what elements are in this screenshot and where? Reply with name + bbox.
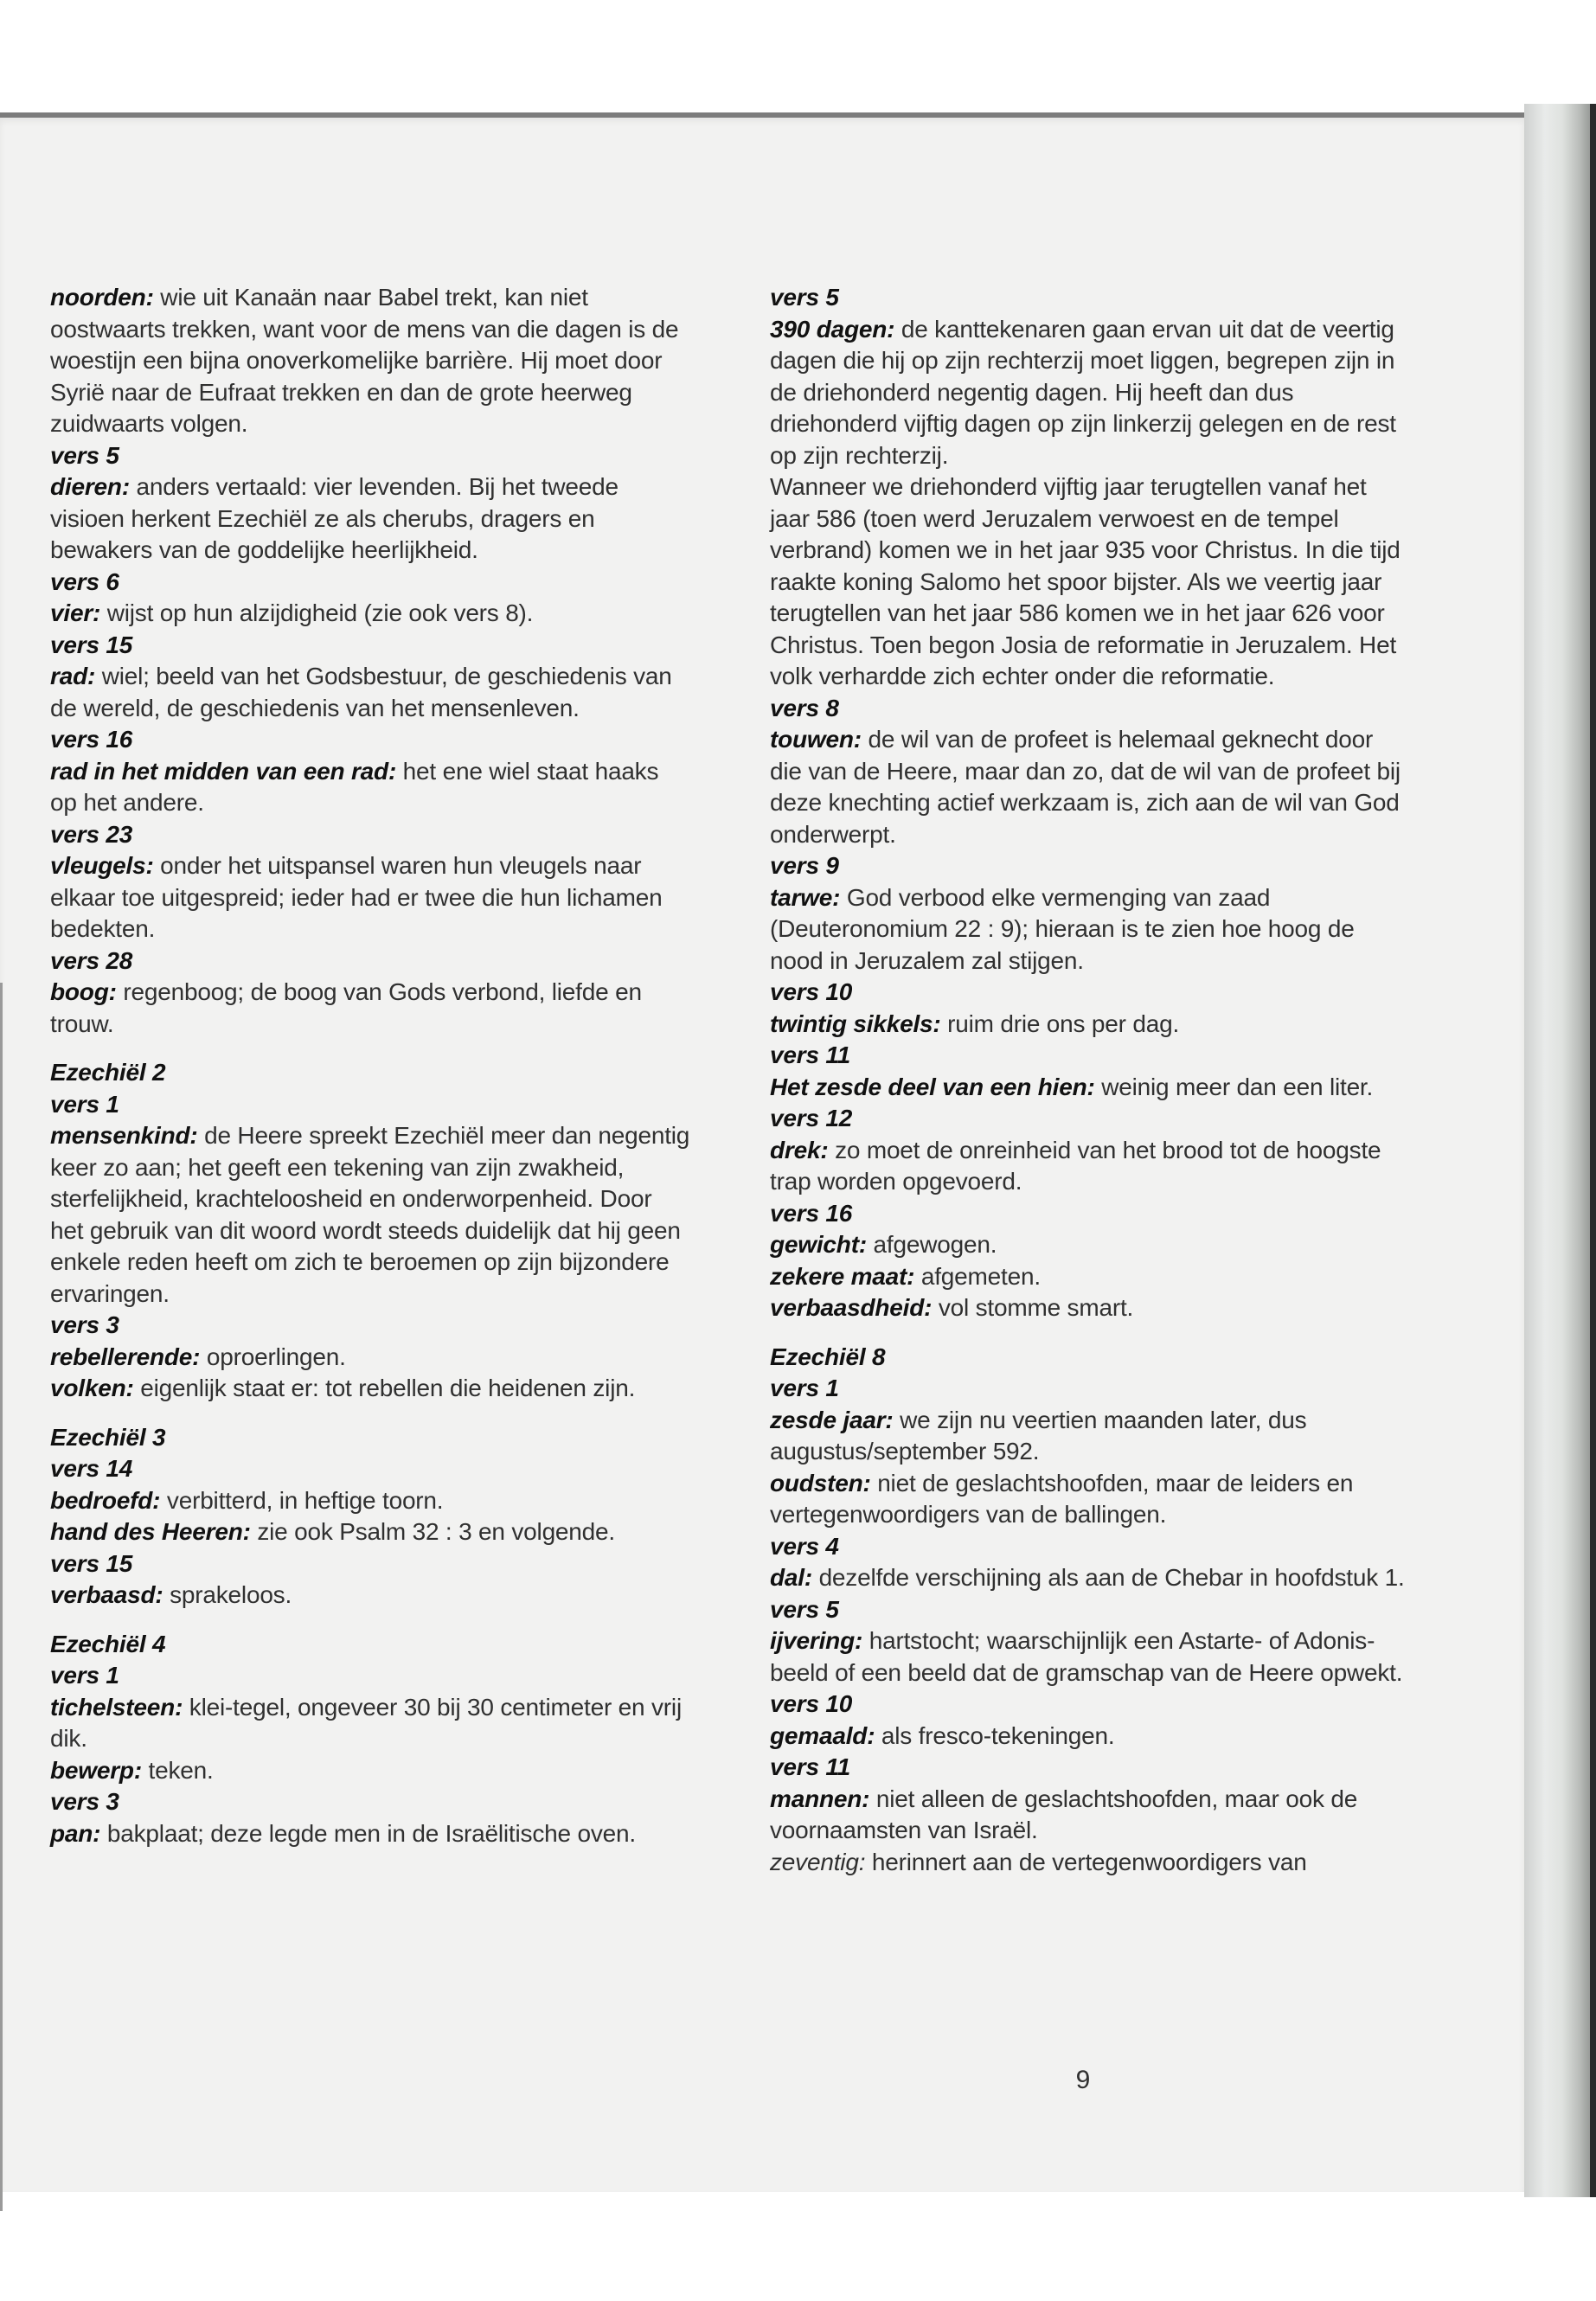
section-heading [770,282,1410,314]
entry-text: we zijn nu veertien maanden later, dus augustus/september 592. [770,1406,1307,1465]
section-heading [50,567,690,599]
entry-text: weinig meer dan een liter. [1094,1073,1374,1100]
entry-text: ruim drie ons per dag. [940,1009,1180,1037]
section-heading [770,1040,1410,1072]
entry-text: vol stomme smart. [932,1294,1134,1321]
left-column [50,282,690,1849]
entry-term: Het zesde deel van een hien: [770,1073,1095,1100]
section-heading [770,1752,1410,1784]
entry-text: onder het uitspansel waren hun vleugels naar elkaar toe uitgespreid; ieder had er twee die hun lichamen bedekten. [50,852,663,942]
section-heading [50,1786,690,1818]
glossary-entry [50,598,690,630]
glossary-entry [770,1292,1410,1324]
book-cover-edge [1590,104,1596,2197]
entry-text: het ene wiel staat haaks op het andere. [50,757,659,816]
entry-term: volken: [50,1375,134,1401]
heading-text: vers 6 [50,567,119,595]
glossary-entry [770,1405,1410,1468]
entry-text: regenboog; de boog van Gods verbond, liefde en trouw. [50,978,642,1037]
entry-text: klei-tegel, ongeveer 30 bij 30 centimeter en vrij dik. [50,1693,682,1752]
heading-text: Ezechiël 2 [50,1059,166,1086]
heading-text: vers 1 [50,1662,119,1689]
section-heading [50,630,690,662]
section-heading [770,1198,1410,1230]
glossary-entry [50,661,690,724]
glossary-entry [770,1468,1410,1531]
glossary-entry [770,471,1410,693]
entry-term: bewerp: [50,1756,142,1784]
section-heading [50,1453,690,1485]
heading-text: vers 16 [50,726,133,753]
entry-text: als fresco-tekeningen. [875,1721,1115,1749]
entry-text: eigenlijk staat er: tot rebellen die heidenen zijn. [133,1375,636,1401]
section-heading [50,1422,690,1454]
section-heading [770,693,1410,725]
entry-term: rad: [50,663,96,689]
heading-text: vers 1 [50,1090,119,1118]
glossary-entry [50,850,690,945]
book-binding-edge [1524,104,1593,2197]
entry-term: pan: [50,1819,101,1847]
glossary-entry [50,1580,690,1612]
entry-term: verbaasdheid: [770,1294,933,1321]
heading-text: vers 9 [770,852,839,879]
entry-text: zo moet de onreinheid van het brood tot de hoogste trap worden opgevoerd. [770,1136,1381,1195]
entry-term: zesde jaar: [770,1406,894,1433]
heading-text: vers 10 [770,1690,853,1717]
entry-term: dieren: [50,473,130,500]
book-page [0,112,1524,2192]
entry-text: God verbood elke vermenging van zaad (Deuteronomium 22 : 9); hieraan is te zien hoe hoog de nood in Jeruzalem zal stijgen. [770,883,1355,974]
heading-text: vers 5 [770,284,839,311]
entry-term: hand des Heeren: [50,1518,251,1545]
entry-text: de Heere spreekt Ezechiël meer dan negentig keer zo aan; het geeft een tekening van zijn zwakheid, sterfelijkheid, krachteloosheid en onderworpenheid. Door het gebruik van dit woord wordt steeds duidelijk dat hij geen enkele reden heeft om zich te beroemen op zijn bijzondere ervaringen. [50,1122,690,1307]
entry-term: drek: [770,1136,829,1163]
glossary-entry [770,724,1410,850]
entry-term: bedroefd: [50,1486,161,1514]
heading-text: vers 8 [770,694,839,721]
glossary-entry [50,756,690,819]
entry-text: zie ook Psalm 32 : 3 en volgende. [250,1518,616,1545]
entry-term: dal: [770,1564,812,1591]
section-heading [770,977,1410,1009]
entry-term: vier: [50,599,101,626]
glossary-entry [770,1784,1410,1847]
glossary-entry [50,1373,690,1405]
section-heading [50,1629,690,1661]
entry-text: oproerlingen. [200,1343,346,1370]
section-heading [770,1531,1410,1563]
glossary-entry [770,1009,1410,1041]
entry-term: rad in het midden van een rad: [50,757,397,785]
entry-text: hartstocht; waarschijnlijk een Astarte- of Adonis-beeld of een beeld dat de gramschap van de Heere opwekt. [770,1627,1403,1686]
heading-text: vers 28 [50,946,133,974]
entry-term: tarwe: [770,883,841,911]
entry-text: teken. [141,1756,214,1784]
glossary-entry [50,1692,690,1755]
glossary-entry [770,1847,1410,1879]
section-heading [50,724,690,756]
heading-text: vers 1 [770,1375,839,1401]
section-heading [770,1689,1410,1721]
section-heading [50,1310,690,1342]
section-heading [770,1342,1410,1374]
entry-term: noorden: [50,284,154,311]
entry-term: rebellerende: [50,1343,201,1370]
section-heading [50,1660,690,1692]
entry-term: gemaald: [770,1721,875,1749]
glossary-entry [770,1261,1410,1293]
section-heading [770,1373,1410,1405]
heading-text: vers 12 [770,1105,853,1131]
section-heading [770,850,1410,882]
entry-text: wie uit Kanaän naar Babel trekt, kan niet oostwaarts trekken, want voor de mens van die dagen is de woestijn een bijna onoverkomelijke barrière. Hij moet door Syrië naar de Eufraat trekken en dan de grote heerweg zuidwaarts volgen. [50,284,679,437]
glossary-entry [50,1120,690,1310]
glossary-entry [770,1135,1410,1198]
entry-text: anders vertaald: vier levenden. Bij het tweede visioen herkent Ezechiël ze als cherubs, dragers en bewakers van de goddelijke heerlijkheid. [50,473,619,563]
entry-text: de wil van de profeet is helemaal geknecht door die van de Heere, maar dan zo, dat de wil van de profeet bij deze knechting actief werkzaam is, zich aan de wil van God onderwerpt. [770,726,1401,848]
heading-text: vers 11 [770,1042,851,1068]
entry-term: 390 dagen: [770,315,895,343]
heading-text: vers 15 [50,631,133,658]
section-heading [50,1089,690,1121]
entry-text: afgemeten. [914,1262,1041,1290]
glossary-entry [770,1721,1410,1753]
heading-text: vers 23 [50,820,133,848]
heading-text: Ezechiël 3 [50,1423,166,1451]
entry-term: zekere maat: [770,1262,915,1290]
entry-term: zeventig: [770,1848,866,1875]
section-heading [50,440,690,472]
heading-text: vers 3 [50,1788,119,1815]
heading-text: vers 14 [50,1455,133,1482]
entry-term: touwen: [770,726,862,753]
heading-text: vers 5 [50,441,119,469]
heading-text: vers 16 [770,1199,853,1227]
entry-text: afgewogen. [866,1231,997,1258]
entry-text: Wanneer we driehonderd vijftig jaar terugtellen vanaf het jaar 586 (toen werd Jeruzalem verwoest en de tempel verbrand) komen we in het jaar 935 voor Christus. In die tijd raakte koning Salomo het spoor bijster. Als we veertig jaar terugtellen van het jaar 586 komen we in het jaar 626 voor Christus. Toen begon Josia de reformatie in Jeruzalem. Het volk verhardde zich echter onder die reformatie. [770,473,1401,689]
entry-term: tichelsteen: [50,1693,183,1721]
section-heading [50,945,690,977]
glossary-entry [50,1342,690,1374]
entry-term: boog: [50,978,117,1005]
glossary-entry [50,977,690,1040]
entry-text: niet de geslachtshoofden, maar de leiders en vertegenwoordigers van de ballingen. [770,1469,1354,1528]
page-number: 9 [1075,2066,1091,2094]
entry-term: mannen: [770,1785,870,1812]
entry-text: bakplaat; deze legde men in de Israëlitische oven. [100,1819,636,1847]
glossary-entry [50,1485,690,1517]
heading-text: vers 5 [770,1595,839,1623]
glossary-entry [50,282,690,440]
glossary-entry [770,1625,1410,1689]
page-edge-line [0,983,3,2211]
entry-text: verbitterd, in heftige toorn. [160,1486,444,1514]
entry-term: oudsten: [770,1469,871,1497]
entry-text: dezelfde verschijning als aan de Chebar in hoofdstuk 1. [811,1564,1405,1591]
glossary-entry [50,1818,690,1850]
section-heading [50,1548,690,1580]
glossary-entry [770,882,1410,977]
entry-text: sprakeloos. [163,1581,292,1608]
heading-text: vers 10 [770,978,853,1005]
entry-term: verbaasd: [50,1581,163,1608]
glossary-entry [770,1562,1410,1594]
glossary-entry [50,1755,690,1787]
heading-text: vers 15 [50,1549,133,1577]
heading-text: Ezechiël 4 [50,1630,166,1657]
section-heading [50,1057,690,1089]
entry-text: wiel; beeld van het Godsbestuur, de geschiedenis van de wereld, de geschiedenis van het mensenleven. [50,663,672,721]
entry-term: ijvering: [770,1627,863,1654]
heading-text: vers 3 [50,1311,119,1338]
entry-text: de kanttekenaren gaan ervan uit dat de veertig dagen die hij op zijn rechterzij moet liggen, begrepen zijn in de driehonderd negentig dagen. Hij heeft dan dus driehonderd vijftig dagen op zijn linkerzij gelegen en de rest op zijn rechterzij. [770,315,1396,469]
scanned-page [0,104,1596,2197]
entry-text: niet alleen de geslachtshoofden, maar ook de voornaamsten van Israël. [770,1785,1358,1843]
entry-term: gewicht: [770,1231,867,1258]
entry-text: herinnert aan de vertegenwoordigers van [865,1848,1307,1875]
section-heading [50,819,690,851]
section-heading [770,1594,1410,1626]
heading-text: vers 11 [770,1753,851,1780]
entry-term: mensenkind: [50,1122,198,1149]
right-column [770,282,1410,1878]
entry-term: twintig sikkels: [770,1009,941,1037]
section-heading [770,1103,1410,1135]
glossary-entry [50,1516,690,1548]
entry-term: vleugels: [50,852,154,879]
entry-text: wijst op hun alzijdigheid (zie ook vers 8). [100,599,534,626]
glossary-entry [770,1229,1410,1261]
glossary-entry [770,314,1410,472]
glossary-entry [770,1072,1410,1104]
heading-text: Ezechiël 8 [770,1343,886,1370]
glossary-entry [50,471,690,567]
heading-text: vers 4 [770,1532,839,1560]
